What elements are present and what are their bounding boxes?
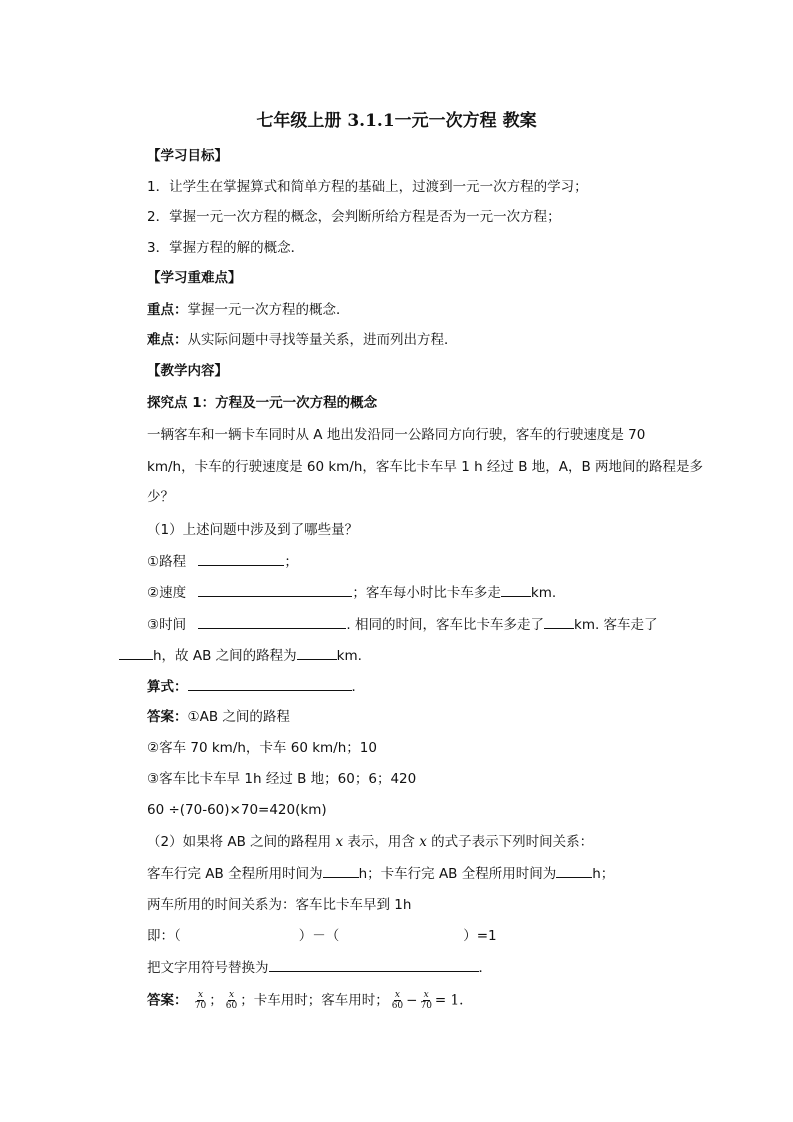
speed-mid: ；客车每小时比卡车多走 <box>352 585 501 601</box>
fraction-x-70b <box>419 990 432 1011</box>
difficult-point <box>147 330 458 350</box>
difficult-text: 从实际问题中寻找等量关系，进而列出方程． <box>187 332 458 348</box>
q2-answer <box>147 990 463 1011</box>
difficult-label: 难点： <box>147 332 188 348</box>
time-line2-mid: h，故 AB 之间的路程为 <box>153 648 297 664</box>
q2-prompt <box>147 832 593 852</box>
goal-item-3: 3．掌握方程的解的概念． <box>147 240 305 256</box>
content-heading: 【教学内容】 <box>147 363 228 379</box>
problem-line-2: km/h，卡车的行驶速度是 60 km/h，客车比卡车早 1 h 经过 B 地，A，B 两地间的路程是多 <box>147 459 704 475</box>
q2-relation: 两车所用的时间关系为：客车比卡车早到 1h <box>147 897 412 913</box>
q2-equation <box>147 926 497 946</box>
symbol-label: 把文字用符号替换为 <box>147 960 269 976</box>
q2-prompt-c: 的式子表示下列时间关系： <box>431 834 594 850</box>
extra-distance-blank[interactable] <box>544 614 574 629</box>
q2-prompt-a: （2）如果将 AB 之间的路程用 <box>147 834 332 850</box>
goals-heading: 【学习目标】 <box>147 148 228 164</box>
eq-label: 即：（ <box>147 928 181 944</box>
goal-item-2: 2．掌握一元一次方程的概念，会判断所给方程是否为一元一次方程； <box>147 209 561 225</box>
distance-end: ； <box>284 554 298 570</box>
time-blank[interactable] <box>198 614 346 629</box>
key-point <box>147 300 350 320</box>
ans-minus: − <box>406 992 418 1009</box>
variable-x-2: x <box>419 834 427 850</box>
bus-time-blank[interactable] <box>323 863 359 878</box>
q2-answer-label: 答案： <box>147 992 188 1009</box>
fraction-x-60b <box>391 990 404 1011</box>
formula-blank[interactable] <box>188 676 352 691</box>
speed-end: km. <box>530 585 557 601</box>
time-mid2: km. 客车走了 <box>574 617 658 633</box>
keypoints-heading: 【学习重难点】 <box>147 270 242 286</box>
problem-line-1: 一辆客车和一辆卡车同时从 A 地出发沿同一公路同方向行驶，客车的行驶速度是 70 <box>147 427 646 443</box>
eq-end: ）=1 <box>463 928 497 944</box>
q1-time <box>147 614 658 635</box>
fraction-x-60 <box>225 990 238 1011</box>
speed-blank[interactable] <box>198 582 352 597</box>
fraction-x-70 <box>194 990 207 1011</box>
answer-3: ③客车比卡车早 1h 经过 B 地；60；6；420 <box>147 771 417 787</box>
explore-heading: 探究点 1：方程及一元一次方程的概念 <box>147 395 378 411</box>
q1-prompt: （1）上述问题中涉及到了哪些量？ <box>147 522 359 538</box>
symbol-end: ． <box>478 960 492 976</box>
answer-label: 答案： <box>147 709 188 725</box>
bus-time-text: 客车行完 AB 全程所用时间为 <box>147 866 323 882</box>
frac-num: x <box>197 990 204 1000</box>
bus-hours-blank[interactable] <box>119 645 153 660</box>
key-label: 重点： <box>147 302 188 318</box>
frac-den: 70 <box>420 1001 432 1011</box>
q1-answer <box>147 707 290 727</box>
page-title: 七年级上册 3.1.1一元一次方程 教案 <box>256 111 537 131</box>
eq-mid: ）－（ <box>298 928 340 944</box>
bus-time-end: h；卡车行完 AB 全程所用时间为 <box>358 866 557 882</box>
frac-num: x <box>228 990 235 1000</box>
time-line2-end: km. <box>336 648 362 664</box>
formula-label: 算式： <box>147 679 188 695</box>
problem-line-3: 少？ <box>147 489 174 505</box>
speed-label: ②速度 <box>147 585 187 601</box>
time-label: ③时间 <box>147 617 187 633</box>
frac-den: 70 <box>194 1001 207 1011</box>
q1-distance <box>147 551 298 572</box>
q1-time-line2 <box>119 645 362 666</box>
speed-diff-blank[interactable] <box>501 582 531 597</box>
distance-blank[interactable] <box>198 551 284 566</box>
goal-item-1: 1．让学生在掌握算式和简单方程的基础上，过渡到一元一次方程的学习； <box>147 179 588 195</box>
frac-num: x <box>423 990 429 1000</box>
answer-1: ①AB 之间的路程 <box>187 709 290 725</box>
formula-end: ． <box>351 679 365 695</box>
symbol-blank[interactable] <box>269 957 479 972</box>
frac-den: 60 <box>391 1001 404 1011</box>
ans-sep: ； <box>209 992 223 1009</box>
frac-num: x <box>394 990 400 1000</box>
q2-symbol <box>147 957 492 978</box>
truck-time-blank[interactable] <box>556 863 592 878</box>
truck-time-end: h； <box>592 866 615 882</box>
ans-end: = 1. <box>434 992 464 1009</box>
variable-x: x <box>335 834 344 850</box>
answer-calc: 60 ÷(70-60)×70=420(km) <box>147 802 327 818</box>
ans-mid: ；卡车用时；客车用时； <box>240 992 389 1009</box>
q1-formula <box>147 676 365 697</box>
frac-den: 60 <box>225 1001 238 1011</box>
q1-speed <box>147 582 556 603</box>
answer-2: ②客车 70 km/h，卡车 60 km/h；10 <box>147 740 377 756</box>
distance-label: ①路程 <box>147 554 187 570</box>
ab-distance-blank[interactable] <box>297 645 337 660</box>
time-mid: . 相同的时间，客车比卡车多走了 <box>346 617 544 633</box>
key-text: 掌握一元一次方程的概念． <box>187 302 350 318</box>
q2-times <box>147 863 614 884</box>
q2-prompt-b: 表示，用含 <box>347 834 415 850</box>
